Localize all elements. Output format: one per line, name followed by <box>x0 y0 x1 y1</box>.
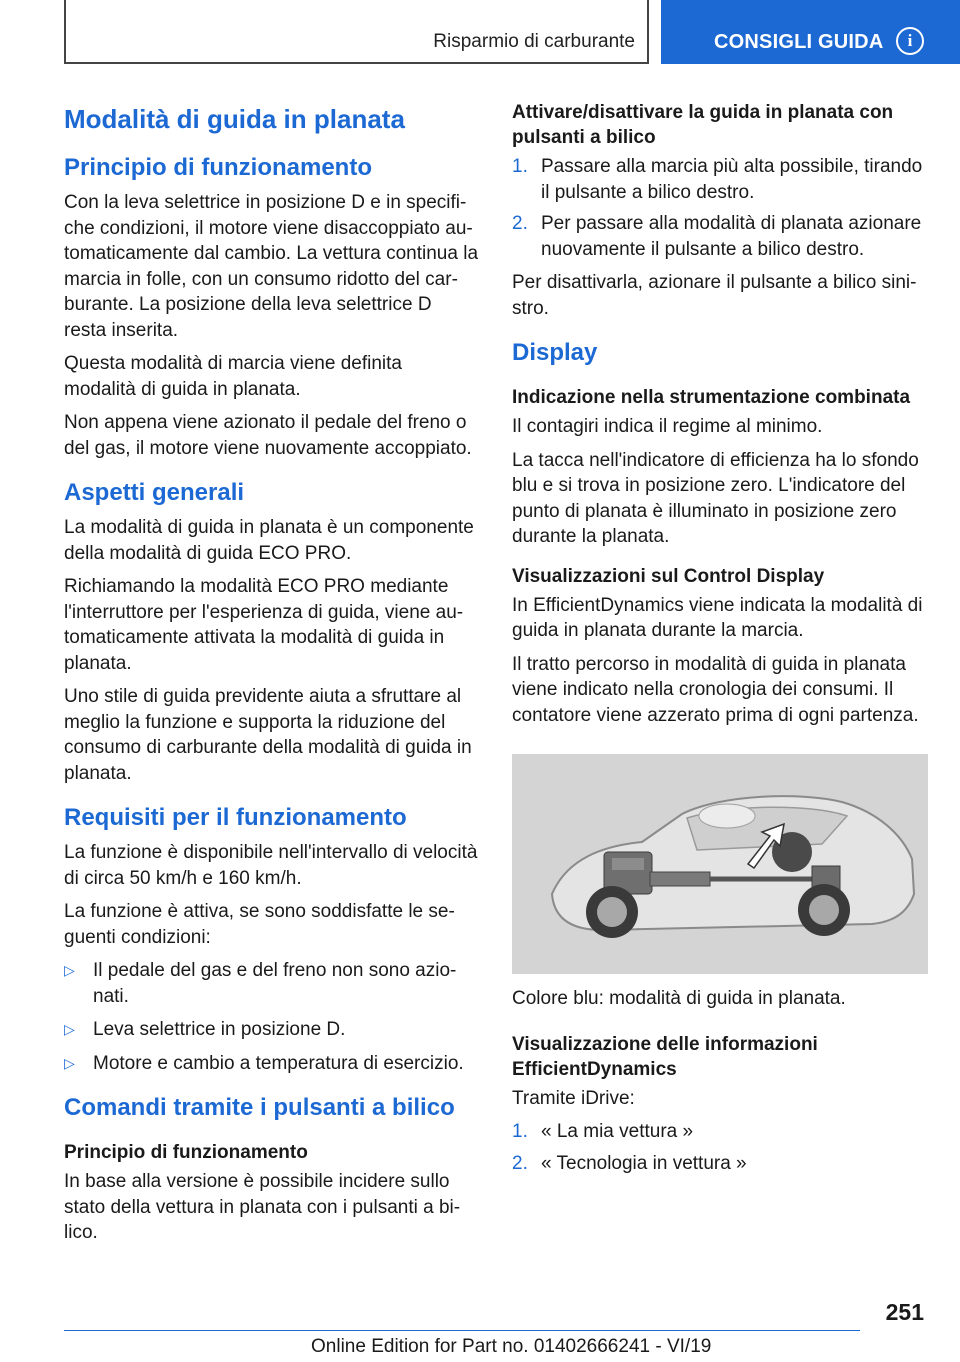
paragraph: In EfficientDynamics viene indicata la modalità di guida in planata durante la marcia. <box>512 594 923 641</box>
paragraph: Il tratto percorso in modalità di guida in planata viene indicato nella cronologia dei consumi. Il contatore viene azzerato prima di ogni partenza. <box>512 653 919 726</box>
section-title: Risparmio di carburante <box>433 31 635 52</box>
chapter-title: CONSIGLI GUIDA <box>714 31 884 53</box>
front-wheel-rim <box>597 897 627 927</box>
paragraph: La funzione è attiva, se sono soddisfatte le seguenti condizioni: <box>64 901 455 948</box>
paragraph: Questa modalità di marcia viene definita modalità di guida in planata. <box>64 353 402 400</box>
paragraph: Per disattivarla, azionare il pulsante a bilico sinistro. <box>512 272 917 319</box>
subheading-instrument-cluster: Indicazione nella strumentazione combinata <box>512 387 911 408</box>
image-caption: Colore blu: modalità di guida in planata. <box>512 988 846 1009</box>
paragraph: Tramite iDrive: <box>512 1087 635 1109</box>
paragraph: Il contagiri indica il regime al minimo. <box>512 416 823 437</box>
heading-general: Aspetti generali <box>64 479 245 506</box>
triangle-bullet-icon: ▷ <box>64 962 75 978</box>
paragraph: Non appena viene azionato il pedale del freno o del gas, il motore viene nuovamente accoppiato. <box>64 412 472 459</box>
page-title: Modalità di guida in planata <box>64 104 405 134</box>
list-item: 1. Passare alla marcia più alta possibile, tirando il pulsante a bilico destro. <box>512 156 923 203</box>
triangle-bullet-icon: ▷ <box>64 1021 75 1037</box>
paragraph: Uno stile di guida previdente aiuta a sfruttare al meglio la funzione e supporta la riduzione del consumo di carburante della modalità di guida in planata. <box>64 686 472 784</box>
footer-divider <box>64 1330 860 1331</box>
car-drivetrain-illustration <box>512 754 928 974</box>
header-chapter-tab <box>661 0 960 64</box>
heading-rocker-controls: Comandi tramite i pulsanti a bilico <box>64 1094 455 1121</box>
paragraph: Richiamando la modalità ECO PRO mediante l'interruttore per l'esperienza di guida, viene automaticamente attivata la modalità di guida in planata. <box>64 576 464 674</box>
paragraph: La funzione è disponibile nell'intervallo di velocità di circa 50 km/h e 160 km/h. <box>64 842 478 889</box>
paragraph: La tacca nell'indicatore di efficienza ha lo sfondo blu e si trova in posizione zero. L'indicatore del punto di planata è illuminato in posizione zero durante la planata. <box>512 449 919 547</box>
sunroof <box>699 804 755 828</box>
paragraph: In base alla versione è possibile incidere sullo stato della vettura in planata con i pulsanti a bilico. <box>64 1171 461 1243</box>
list-item: ▷ Il pedale del gas e del freno non sono azionati. <box>64 960 457 1007</box>
subheading-activate: Attivare/disattivare la guida in planata con pulsanti a bilico <box>512 102 894 148</box>
requirements-list <box>64 958 479 1076</box>
subheading-control-display: Visualizzazioni sul Control Display <box>512 565 825 587</box>
paragraph: La modalità di guida in planata è un componente della modalità di guida ECO PRO. <box>64 517 474 564</box>
list-item: ▷ Leva selettrice in posizione D. <box>64 1017 479 1043</box>
page-number: 251 <box>885 1299 924 1325</box>
list-item: 2. « Tecnologia in vettura » <box>512 1152 747 1174</box>
heading-requirements: Requisiti per il funzionamento <box>64 804 407 831</box>
heading-principle: Principio di funzionamento <box>64 154 372 181</box>
activate-steps <box>512 154 930 262</box>
engine-detail <box>612 858 644 870</box>
paragraph: Con la leva selettrice in posizione D e in specifiche condizioni, il motore viene disaccoppiato automaticamente dal cambio. La vettura continua la marcia in folle, con un consumo ridotto del carburante. La posizione della leva selettrice D resta inserita. <box>64 192 479 341</box>
info-icon: i <box>896 27 924 55</box>
heading-display: Display <box>512 339 598 366</box>
list-item: 2. Per passare alla modalità di planata azionare nuovamente il pulsante a bilico destro. <box>512 213 922 260</box>
car-illustration-svg <box>512 754 928 974</box>
idrive-steps <box>512 1119 930 1176</box>
rear-wheel-rim <box>809 895 839 925</box>
subheading-efficientdynamics: Visualizzazione delle informazioni EfficientDynamics <box>512 1033 818 1080</box>
transmission <box>650 872 710 886</box>
list-item: 1. « La mia vettura » <box>512 1121 694 1142</box>
subheading-principle: Principio di funzionamento <box>64 1142 308 1163</box>
triangle-bullet-icon: ▷ <box>64 1054 75 1071</box>
footer-edition: Online Edition for Part no. 01402666241 - VI/19 <box>311 1336 712 1357</box>
left-column <box>64 100 479 1254</box>
list-item: ▷ Motore e cambio a temperatura di esercizio. <box>64 1051 479 1077</box>
header-section-tab <box>64 0 649 64</box>
right-column <box>512 100 930 1184</box>
